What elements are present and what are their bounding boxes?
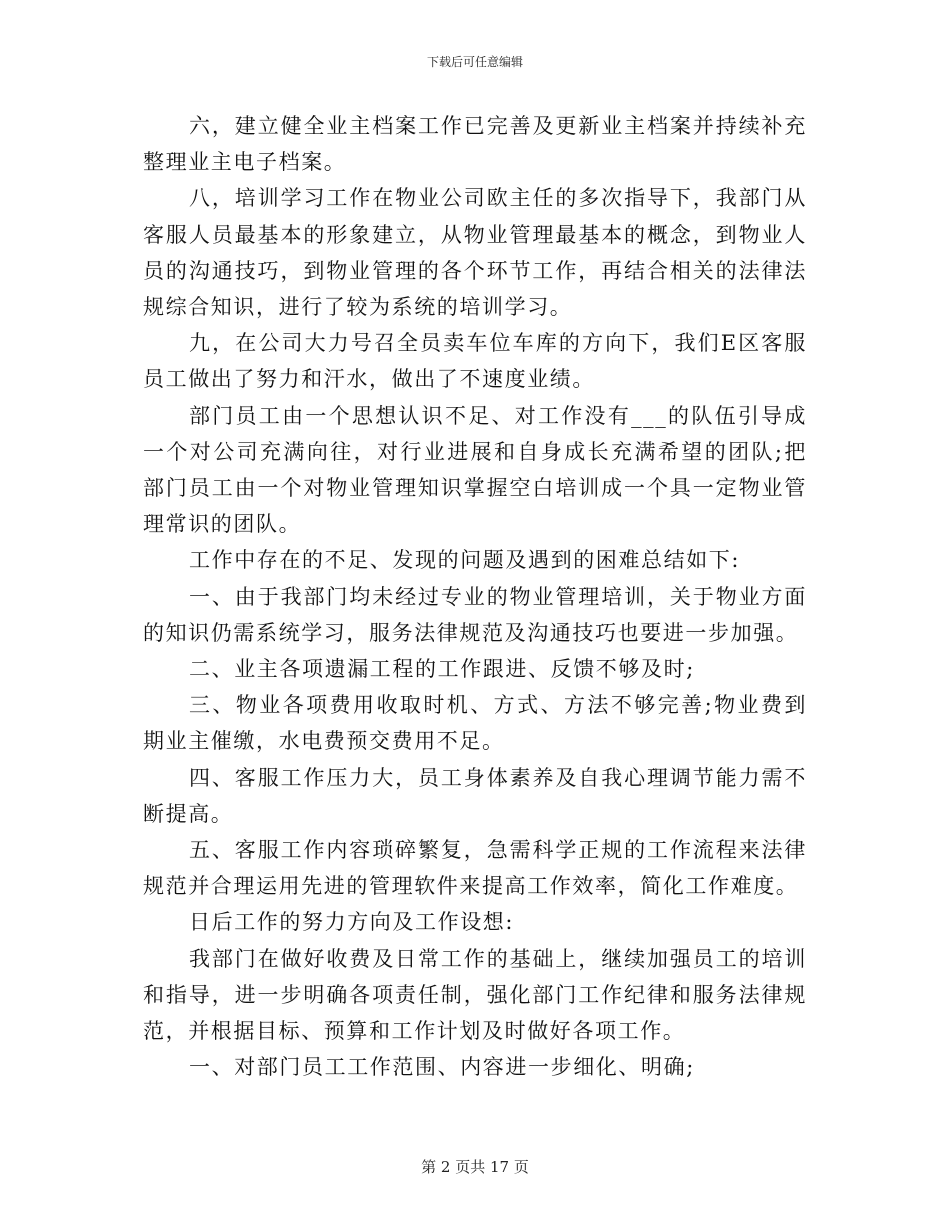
paragraph: 我部门在做好收费及日常工作的基础上，继续加强员工的培训和指导，进一步明确各项责任制，强化部门工作纪律和服务法律规范，并根据目标、预算和工作计划及时做好各项工作。 xyxy=(143,946,807,1044)
page-footer: 第 2 页共 17 页 xyxy=(421,1158,529,1176)
document-body xyxy=(143,108,807,1085)
paragraph: 日后工作的努力方向及工作设想: xyxy=(189,910,515,935)
paragraph: 二、业主各项遗漏工程的工作跟进、反馈不够及时; xyxy=(189,657,695,682)
paragraph: 三、物业各项费用收取时机、方式、方法不够完善;物业费到期业主催缴，水电费预交费用不足。 xyxy=(143,693,807,754)
paragraph: 八，培训学习工作在物业公司欧主任的多次指导下，我部门从客服人员最基本的形象建立，从物业管理最基本的概念，到物业人员的沟通技巧，到物业管理的各个环节工作，再结合相关的法律法规综合知识，进行了较为系统的培训学习。 xyxy=(143,186,807,320)
paragraph: 四、客服工作压力大，员工身体素养及自我心理调节能力需不断提高。 xyxy=(143,765,807,826)
paragraph: 部门员工由一个思想认识不足、对工作没有___的队伍引导成一个对公司充满向往，对行业进展和自身成长充满希望的团队;把部门员工由一个对物业管理知识掌握空白培训成一个具一定物业管理常识的团队。 xyxy=(143,403,807,537)
paragraph: 一、由于我部门均未经过专业的物业管理培训，关于物业方面的知识仍需系统学习，服务法律规范及沟通技巧也要进一步加强。 xyxy=(143,584,807,645)
page-header: 下载后可任意编辑 xyxy=(426,55,523,69)
paragraph: 一、对部门员工工作范围、内容进一步细化、明确; xyxy=(189,1055,695,1080)
paragraph: 工作中存在的不足、发现的问题及遇到的困难总结如下: xyxy=(189,548,741,573)
paragraph: 九，在公司大力号召全员卖车位车库的方向下，我们E区客服员工做出了努力和汗水，做出了不速度业绩。 xyxy=(143,331,807,392)
paragraph: 五、客服工作内容琐碎繁复，急需科学正规的工作流程来法律规范并合理运用先进的管理软件来提高工作效率，简化工作难度。 xyxy=(143,838,807,899)
paragraph: 六，建立健全业主档案工作已完善及更新业主档案并持续补充整理业主电子档案。 xyxy=(143,114,807,175)
